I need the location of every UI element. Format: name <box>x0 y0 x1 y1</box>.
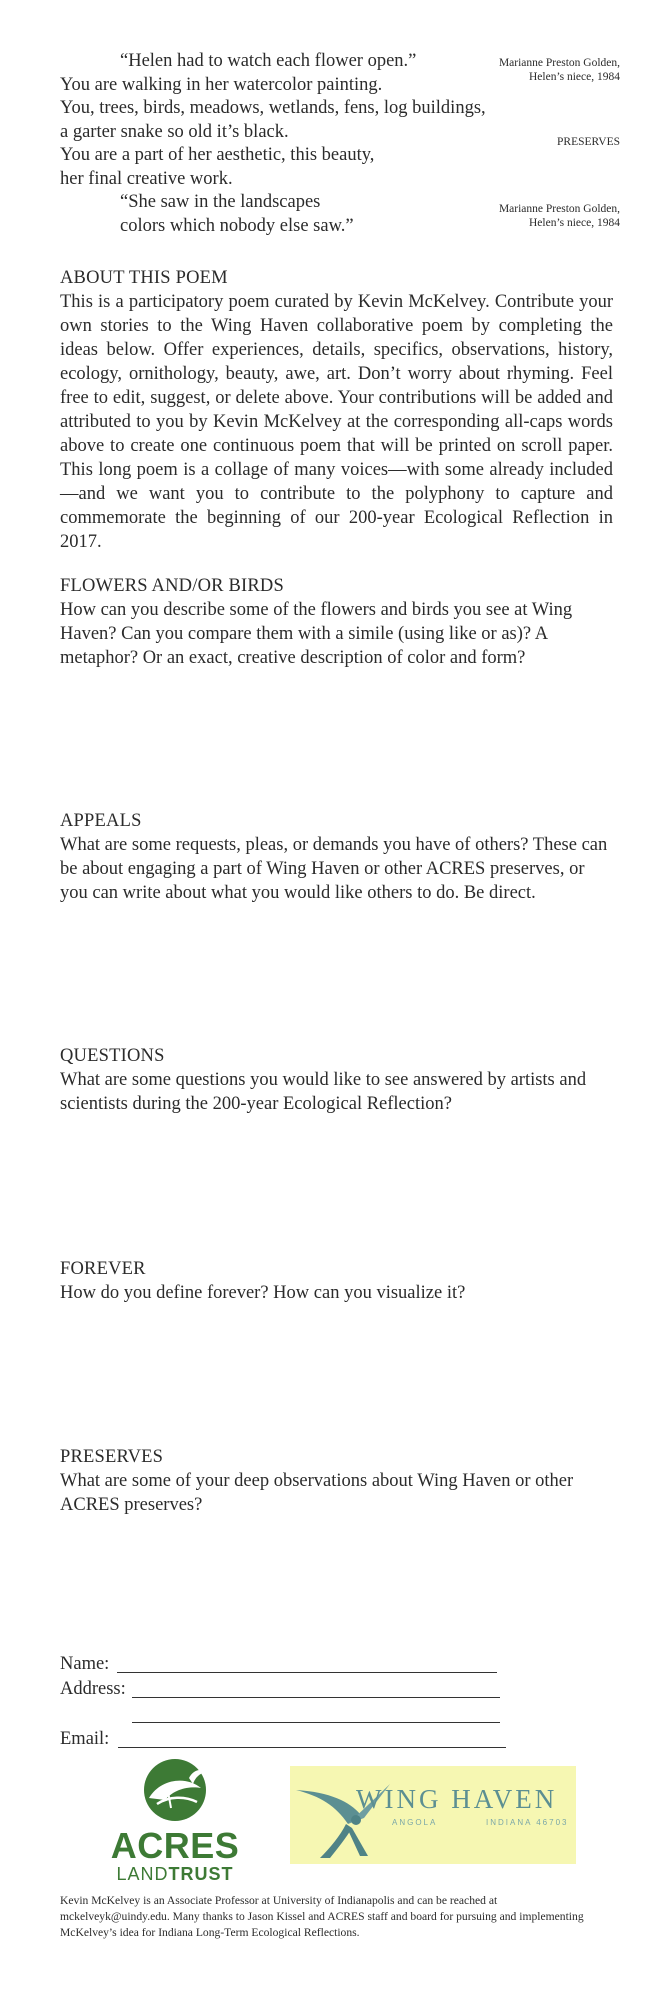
name-row <box>60 1654 580 1677</box>
address-label: Address: <box>60 1679 126 1699</box>
section-flowers-birds <box>60 575 613 670</box>
poem-block <box>60 50 620 238</box>
section-heading: FOREVER <box>60 1259 146 1279</box>
email-field[interactable] <box>118 1747 506 1748</box>
section-heading: ABOUT THIS POEM <box>60 268 228 288</box>
wing-haven-logo <box>290 1766 576 1864</box>
wing-haven-city: ANGOLA <box>392 1818 438 1827</box>
section-questions <box>60 1045 613 1116</box>
wing-haven-state: INDIANA 46703 <box>486 1818 569 1827</box>
acres-wordmark: ACRES <box>110 1825 240 1866</box>
poem-line: You are walking in her watercolor painting. <box>60 74 383 95</box>
acres-land-trust-logo <box>105 1756 245 1884</box>
name-label: Name: <box>60 1654 110 1674</box>
section-body: This is a participatory poem curated by Kevin McKelvey. Contribute your own stories to the Wing Haven collaborative poem by completing the ideas below. Offer experiences, details, specifics, observations, history, ecology, ornithology, beauty, awe, art. Don’t worry about rhyming. Feel free to edit, suggest, or delete above. Your contributions will be added and attributed to you by Kevin McKelvey at the corresponding all-caps words above to create one continuous poem that will be printed on scroll paper. This long poem is a collage of many voices—with some already included—and we want you to contribute to the polyphony to capture and commemorate the beginning of our 200-year Ecological Reflection in 2017. <box>60 292 613 552</box>
section-appeals <box>60 810 613 905</box>
section-body: How can you describe some of the flowers and birds you see at Wing Haven? Can you compare them with a simile (using like or as)? A metaphor? Or an exact, creative description of color and form? <box>60 600 573 668</box>
section-body: What are some questions you would like to see answered by artists and scientists during the 200-year Ecological Reflection? <box>60 1070 587 1114</box>
swallow-icon <box>290 1766 410 1864</box>
wing-haven-title: WING HAVEN <box>356 1784 558 1814</box>
footer-credit: Kevin McKelvey is an Associate Professor at University of Indianapolis and can be reached at mckelveyk@uindy.edu. Many thanks to Jason Kissel and ACRES staff and board for pursuing and implementing McKelvey’s idea for Indiana Long-Term Ecological Reflections. <box>60 1894 584 1939</box>
attribution-note: Marianne Preston Golden, Helen’s niece, 1984 <box>498 203 620 229</box>
section-body: How do you define forever? How can you visualize it? <box>60 1283 466 1303</box>
section-about <box>60 267 613 554</box>
acres-subtitle: LANDTRUST <box>116 1864 234 1884</box>
name-field[interactable] <box>117 1672 497 1673</box>
address-field-line-2[interactable] <box>132 1722 500 1723</box>
section-heading: QUESTIONS <box>60 1046 165 1066</box>
address-row-2 <box>60 1704 580 1727</box>
poem-line: her final creative work. <box>60 168 233 189</box>
address-field[interactable] <box>132 1697 500 1698</box>
acres-emblem-icon <box>105 1756 245 1828</box>
section-heading: FLOWERS AND/OR BIRDS <box>60 576 284 596</box>
poem-line: colors which nobody else saw.” <box>120 215 354 236</box>
poem-line: You are a part of her aesthetic, this beauty, <box>60 145 375 165</box>
attribution-note: Marianne Preston Golden, Helen’s niece, 1984 <box>498 57 620 83</box>
poem-line: “Helen had to watch each flower open.” <box>120 51 417 71</box>
section-heading: PRESERVES <box>60 1447 164 1467</box>
section-forever <box>60 1258 613 1305</box>
email-label: Email: <box>60 1729 110 1749</box>
contact-form <box>60 1654 580 1752</box>
section-preserves <box>60 1446 613 1517</box>
preserves-note: PRESERVES <box>557 136 620 148</box>
section-body: What are some requests, pleas, or demands you have of others? These can be about engaging a part of Wing Haven or other ACRES preserves, or you can write about what you would like others to do. Be direct. <box>60 835 608 903</box>
poem-line: “She saw in the landscapes <box>120 192 321 212</box>
address-row <box>60 1679 580 1702</box>
section-heading: APPEALS <box>60 811 142 831</box>
poem-line: You, trees, birds, meadows, wetlands, fens, log buildings, <box>60 98 486 118</box>
email-row <box>60 1729 580 1752</box>
section-body: What are some of your deep observations about Wing Haven or other ACRES preserves? <box>60 1471 574 1515</box>
poem-line: a garter snake so old it’s black. <box>60 121 289 142</box>
